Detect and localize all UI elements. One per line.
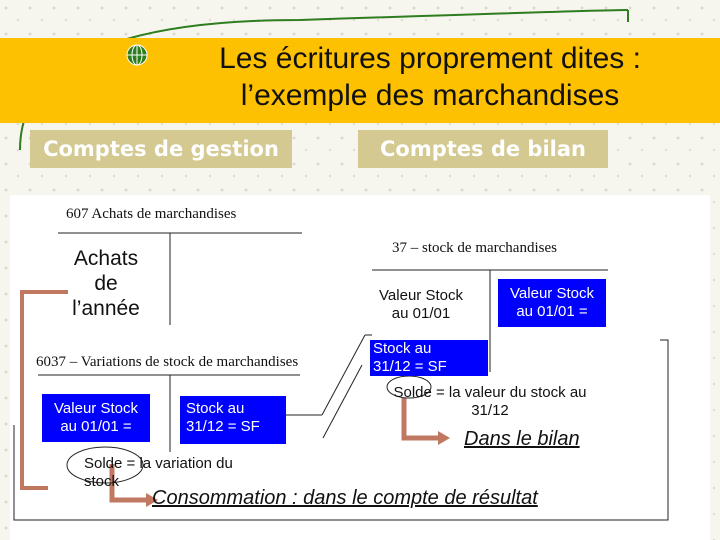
title-line-1: Les écritures proprement dites : [219, 42, 641, 75]
stock-line-1: Stock au [373, 340, 432, 357]
debit-line-1: Valeur Stock [379, 287, 463, 304]
account-6037-credit-box [180, 396, 286, 444]
annee-line: l’année [72, 297, 140, 320]
v-debit-line-2: au 01/01 = [60, 418, 132, 435]
debit-line-2: au 01/01 [391, 305, 451, 322]
achats-line: Achats [73, 247, 139, 270]
account-37-label: 37 – stock de marchandises [392, 240, 557, 256]
header-comptes-bilan: Comptes de bilan [358, 130, 608, 168]
v-credit-line-1: Stock au [186, 400, 245, 417]
account-37-stock-box [370, 340, 488, 376]
credit-line-1: Valeur Stock [510, 285, 594, 302]
stock-line-2: 31/12 = SF [373, 358, 447, 375]
title-line-2: l’exemple des marchandises [240, 79, 620, 112]
dans-le-bilan: Dans le bilan [464, 428, 580, 450]
header-comptes-gestion: Comptes de gestion [30, 130, 292, 168]
account-607-label: 607 Achats de marchandises [66, 206, 237, 222]
account-37-credit-box [498, 279, 606, 327]
account-6037-debit-box [42, 394, 150, 442]
account-6037-solde [84, 455, 254, 491]
solde-37-line-2: 31/12 [471, 402, 509, 419]
v-credit-line-2: 31/12 = SF [186, 418, 260, 435]
consommation-conclusion: Consommation : dans le compte de résultat [152, 487, 538, 509]
account-37-debit [368, 287, 474, 323]
solde-6037-line-2: stock [84, 473, 120, 490]
account-607-debit [52, 246, 160, 321]
arrow-607-to-result [22, 292, 68, 488]
account-6037-label: 6037 – Variations de stock de marchandises [36, 354, 299, 370]
de-line: de [94, 272, 118, 295]
account-37-solde [385, 384, 595, 420]
solde-37-line-1: Solde = la valeur du stock au [393, 384, 587, 401]
v-debit-line-1: Valeur Stock [54, 400, 138, 417]
credit-line-2: au 01/01 = [516, 303, 588, 320]
solde-6037-line-1: Solde = la variation du [84, 455, 233, 472]
